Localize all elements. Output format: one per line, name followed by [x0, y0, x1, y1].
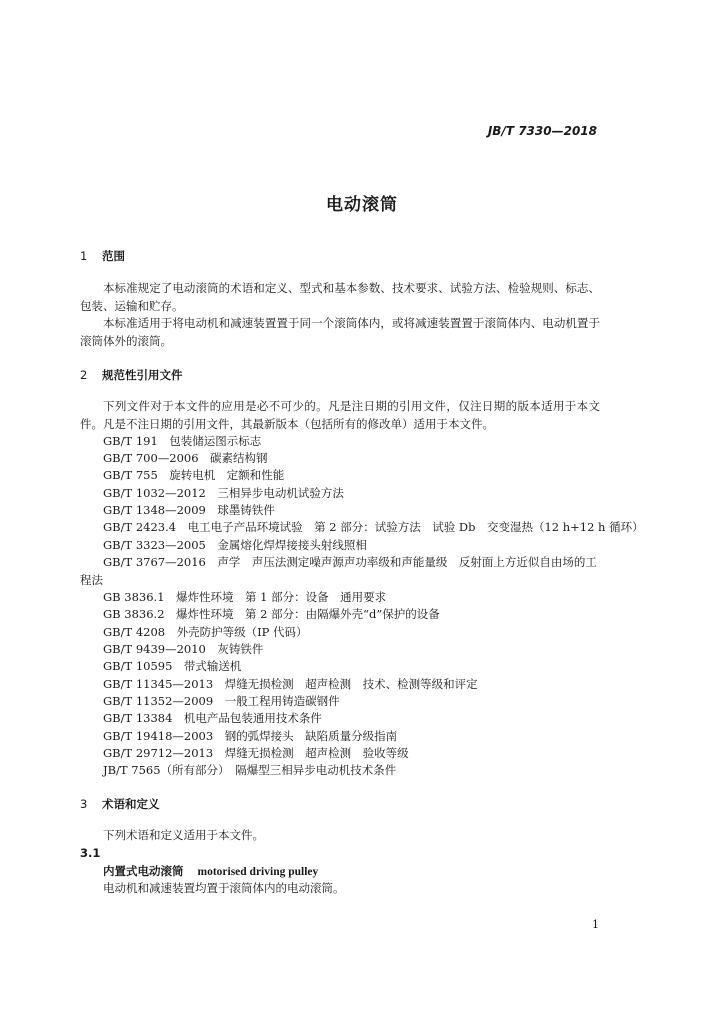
section-3-heading [80, 796, 160, 812]
scope-paragraph-2: 本标准适用于将电动机和减速装置置于同一个滚筒体内，或将减速装置置于滚筒体内、电动机置于滚筒体外的滚筒。 [80, 316, 600, 348]
reference-item: GB/T 2423.4 电工电子产品环境试验 第 2 部分：试验方法 试验 Db 交变湿热（12 h+12 h 循环） [103, 520, 644, 534]
section-number: 3 [80, 797, 88, 811]
reference-item: GB/T 3323—2005 金属熔化焊焊接接头射线照相 [103, 538, 367, 552]
section-2-heading [80, 367, 183, 383]
reference-item: GB/T 4208 外壳防护等级（IP 代码） [103, 625, 308, 639]
reference-item: GB/T 19418—2003 钢的弧焊接头 缺陷质量分级指南 [103, 729, 398, 743]
term-english: motorised driving pulley [197, 866, 319, 878]
reference-item: JB/T 7565（所有部分） 隔爆型三相异步电动机技术条件 [103, 763, 397, 777]
reference-item: GB 3836.1 爆炸性环境 第 1 部分：设备 通用要求 [103, 590, 387, 604]
reference-item: GB/T 1348—2009 球墨铸铁件 [103, 503, 275, 517]
normative-intro: 下列文件对于本文件的应用是必不可少的。凡是注日期的引用文件，仅注日期的版本适用于本文件。凡是不注日期的引用文件，其最新版本（包括所有的修改单）适用于本文件。 [80, 399, 600, 431]
term-heading [103, 863, 318, 879]
section-number: 2 [80, 368, 88, 382]
section-title: 规范性引用文件 [102, 368, 183, 382]
section-1-heading [80, 248, 125, 264]
reference-item: GB/T 755 旋转电机 定额和性能 [103, 468, 285, 482]
section-title: 范围 [102, 249, 125, 263]
reference-item: GB/T 11352—2009 一般工程用铸造碳钢件 [103, 694, 340, 708]
term-chinese: 内置式电动滚筒 [103, 864, 184, 878]
reference-item: GB/T 10595 带式输送机 [103, 659, 242, 673]
reference-item: GB/T 29712—2013 焊缝无损检测 超声检测 验收等级 [103, 746, 409, 760]
terms-intro: 下列术语和定义适用于本文件。 [103, 828, 264, 842]
reference-item: GB/T 3767—2016 声学 声压法测定噪声源声功率级和声能量级 反射面上方近似自由场的工程法 [80, 555, 597, 587]
term-number: 3.1 [80, 846, 101, 860]
reference-item: GB/T 191 包装储运图示标志 [103, 434, 262, 448]
page-number: 1 [592, 918, 599, 931]
section-title: 术语和定义 [102, 797, 160, 811]
scope-paragraph-1: 本标准规定了电动滚筒的术语和定义、型式和基本参数、技术要求、试验方法、检验规则、标志、包装、运输和贮存。 [80, 281, 600, 313]
reference-item: GB 3836.2 爆炸性环境 第 2 部分：由隔爆外壳“d”保护的设备 [103, 607, 440, 621]
reference-item: GB/T 13384 机电产品包装通用技术条件 [103, 711, 322, 725]
reference-item: GB/T 9439—2010 灰铸铁件 [103, 642, 264, 656]
standard-number: JB/T 7330—2018 [487, 124, 597, 138]
section-number: 1 [80, 249, 88, 263]
term-definition: 电动机和减速装置均置于滚筒体内的电动滚筒。 [103, 881, 345, 895]
document-title: 电动滚筒 [326, 195, 398, 215]
reference-item: GB/T 700—2006 碳素结构钢 [103, 451, 268, 465]
reference-item: GB/T 1032—2012 三相异步电动机试验方法 [103, 486, 344, 500]
reference-item: GB/T 11345—2013 焊缝无损检测 超声检测 技术、检测等级和评定 [103, 677, 478, 691]
